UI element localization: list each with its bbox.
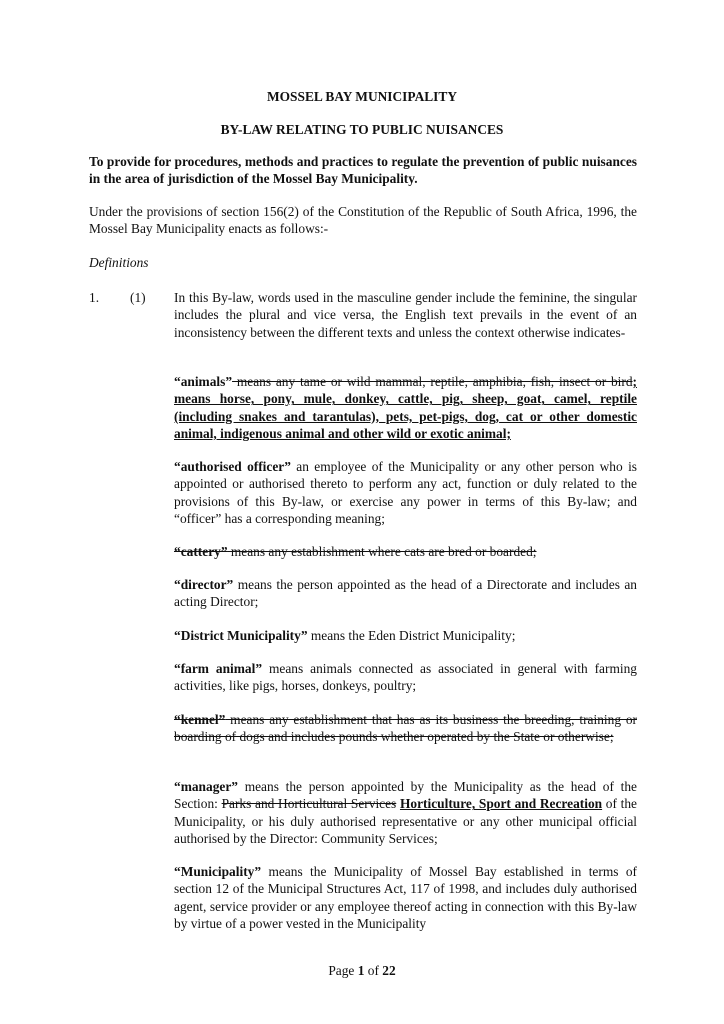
definition-animals: [174, 373, 637, 443]
definition-district-municipality: [174, 627, 637, 644]
purpose-statement: To provide for procedures, methods and practices to regulate the prevention of public nuisances in the area of jurisdiction of the Mossel Bay Municipality.: [89, 154, 637, 187]
subsection-number: (1): [130, 290, 146, 305]
preamble: Under the provisions of section 156(2) of the Constitution of the Republic of South Africa, 1996, the Mossel Bay Municipality enacts as follows:-: [89, 204, 637, 237]
definition-term: “Municipality”: [174, 864, 262, 879]
section-number: 1.: [89, 290, 100, 305]
definition-term: “director”: [174, 577, 234, 592]
definition-term: “cattery”: [174, 544, 228, 559]
definition-text: means any establishment that has as its business the breeding, training or boarding of dogs and includes pounds whether operated by the State or otherwise;: [174, 712, 637, 745]
inserted-text: ; means horse, pony, mule, donkey, cattle, pig, sheep, goat, camel, reptile (including snakes and tarantulas), pets, pet-pigs, dog, cat or other domestic animal, indigenous animal and other wild or exotic animal;: [174, 374, 637, 442]
definition-term: “authorised officer”: [174, 459, 291, 474]
definition-text: means the person appointed as the head of a Directorate and includes an acting Director;: [174, 577, 637, 610]
section-intro: In this By-law, words used in the masculine gender include the feminine, the singular includes the plural and vice versa, the English text prevails in the event of an inconsistency between the different texts and unless the context otherwise indicates-: [174, 290, 637, 340]
definitions-heading: Definitions: [89, 255, 149, 270]
definition-authorised-officer: [174, 458, 637, 528]
definition-text: of the Municipality, or his duly authorised representative or any other municipal official authorised by the Director: Community Services;: [174, 796, 637, 847]
definition-text: means the person appointed by the Municipality as the head of the Section:: [174, 779, 637, 812]
deleted-text: means any tame or wild mammal, reptile, amphibia, fish, insect or bird: [232, 374, 633, 389]
deleted-text: Parks and Horticultural Services: [221, 796, 397, 812]
of-label: of: [364, 963, 383, 978]
definition-text: means animals connected as associated in general with farming activities, like pigs, horses, donkeys, poultry;: [174, 661, 637, 694]
total-pages-number: 22: [382, 963, 396, 978]
current-page-number: 1: [357, 963, 365, 978]
definition-municipality: [174, 863, 637, 933]
definition-text: means any establishment where cats are bred or boarded;: [227, 544, 537, 559]
page-footer: [0, 962, 724, 979]
bylaw-title: BY-LAW RELATING TO PUBLIC NUISANCES: [220, 122, 504, 137]
definition-term: “animals”: [174, 374, 233, 389]
definition-farm-animal: [174, 660, 637, 695]
definition-term: “manager”: [174, 779, 238, 794]
definition-manager: [174, 778, 637, 848]
definition-text: means the Municipality of Mossel Bay established in terms of section 12 of the Municipal Structures Act, 117 of 1998, and includes duly authorised agent, service provider or any employee thereof acting in connection with this By-law by virtue of a power vested in the Municipality: [174, 864, 637, 932]
definition-term: “District Municipality”: [174, 628, 308, 643]
definition-kennel: [174, 711, 637, 746]
inserted-text: Horticulture, Sport and Recreation: [399, 796, 603, 812]
definition-term: “kennel”: [174, 712, 226, 727]
municipality-heading: MOSSEL BAY MUNICIPALITY: [267, 89, 457, 104]
definition-text: means the Eden District Municipality;: [307, 628, 516, 643]
definition-cattery: [174, 543, 637, 560]
definition-director: [174, 576, 637, 611]
page-label: Page: [328, 963, 358, 978]
definition-text: an employee of the Municipality or any other person who is appointed or authorised thereto to perform any act, function or duly related to the provisions of this By-law, or exercise any power in terms of this By-law; and “officer” has a corresponding meaning;: [174, 459, 637, 527]
definition-term: “farm animal”: [174, 661, 263, 676]
